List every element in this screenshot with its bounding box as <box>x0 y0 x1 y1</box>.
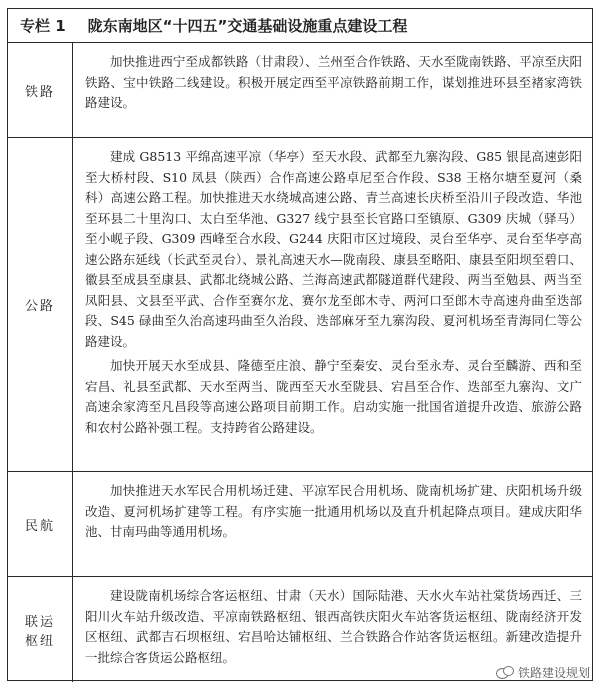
row-aviation <box>8 472 592 577</box>
row-highway <box>8 138 592 472</box>
row-content <box>73 43 592 137</box>
table-frame <box>7 8 593 681</box>
wechat-icon <box>496 666 514 680</box>
watermark <box>496 664 590 681</box>
paragraph: 加快开展天水至成县、隆德至庄浪、静宁至秦安、灵台至永寿、灵台至麟游、西和至宕昌、礼县至武都、天水至两当、陇西至天水至陇县、宕昌至合作、迭部至九寨沟、文广高速余家湾至凡昌段等高速公路项目前期工作。启动实施一批国省道提升改造、旅游公路和农村公路补强工程。支持跨省公路建设。 <box>85 358 582 435</box>
row-label <box>8 472 73 576</box>
row-content <box>73 472 592 576</box>
table-title: 陇东南地区“十四五”交通基础设施重点建设工程 <box>87 17 408 35</box>
paragraph: 建设陇南机场综合客运枢纽、甘肃（天水）国际陆港、天水火车站社棠货场西迁、三阳川火车站升级改造、平凉南铁路枢纽、银西高铁庆阳火车站客货运枢纽、陇南经济开发区枢纽、武都吉石坝枢纽、宕昌哈达铺枢纽、兰合铁路合作站客货运枢纽。新建改造提升一批综合客货运公路枢纽。 <box>85 588 582 665</box>
label-text: 枢纽 <box>24 633 55 649</box>
row-content <box>73 138 592 471</box>
paragraph: 加快推进天水军民合用机场迁建、平凉军民合用机场、陇南机场扩建、庆阳机场升级改造、夏河机场扩建等工程。有序实施一批通用机场以及直升机起降点项目。建成庆阳华池、甘南玛曲等通用机场。 <box>85 483 582 539</box>
paragraph: 加快推进西宁至成都铁路（甘肃段）、兰州至合作铁路、天水至陇南铁路、平凉至庆阳铁路、宝中铁路二线建设。积极开展定西至平凉铁路前期工作，谋划推进环县至褚家湾铁路建设。 <box>85 54 582 110</box>
row-label <box>8 138 73 471</box>
paragraph: 建成 G8513 平绵高速平凉（华亭）至天水段、武都至九寨沟段、G85 银昆高速彭阳至大桥村段、S10 凤县（陕西）合作高速公路卓尼至合作段、S38 王格尔塘至夏河（桑科）高速公路工程。加快推进天水绕城高速公路、青兰高速长庆桥至沿川子段改造、华池至环县二十里沟口、太白至华池、G327 线宁县至长官路口至镇原、G309 庆城（驿马）至小岘子段、G309 西峰至合水段、G244 庆阳市区过境段、灵台至华亭、灵台至华亭高速公路东延线（长武至灵台）、景礼高速天水—陇南段、康县至略阳、康县至阳坝至碧口、徽县至成县至康县、武都北绕城公路、兰海高速武都隧道群代建段、两当至勉县、两当至凤阳县、文县至平武、合作至赛尔龙、赛尔龙至郎木寺、两河口至郎木寺高速舟曲至迭部段、S45 碌曲至久治高速玛曲至久治段、迭部麻牙至九寨沟段、夏河机场至青海同仁等公路建设。 <box>85 149 582 349</box>
row-label <box>8 577 73 682</box>
label-text: 联运 <box>24 614 55 630</box>
label-text: 民航 <box>24 518 55 534</box>
column-number: 专栏 1 <box>20 17 66 35</box>
label-text: 公路 <box>24 299 55 314</box>
watermark-text: 铁路建设规划 <box>517 666 590 680</box>
row-railway <box>8 43 592 138</box>
table-title-row <box>8 9 592 43</box>
row-label <box>8 43 73 137</box>
label-text: 铁路 <box>24 84 55 100</box>
